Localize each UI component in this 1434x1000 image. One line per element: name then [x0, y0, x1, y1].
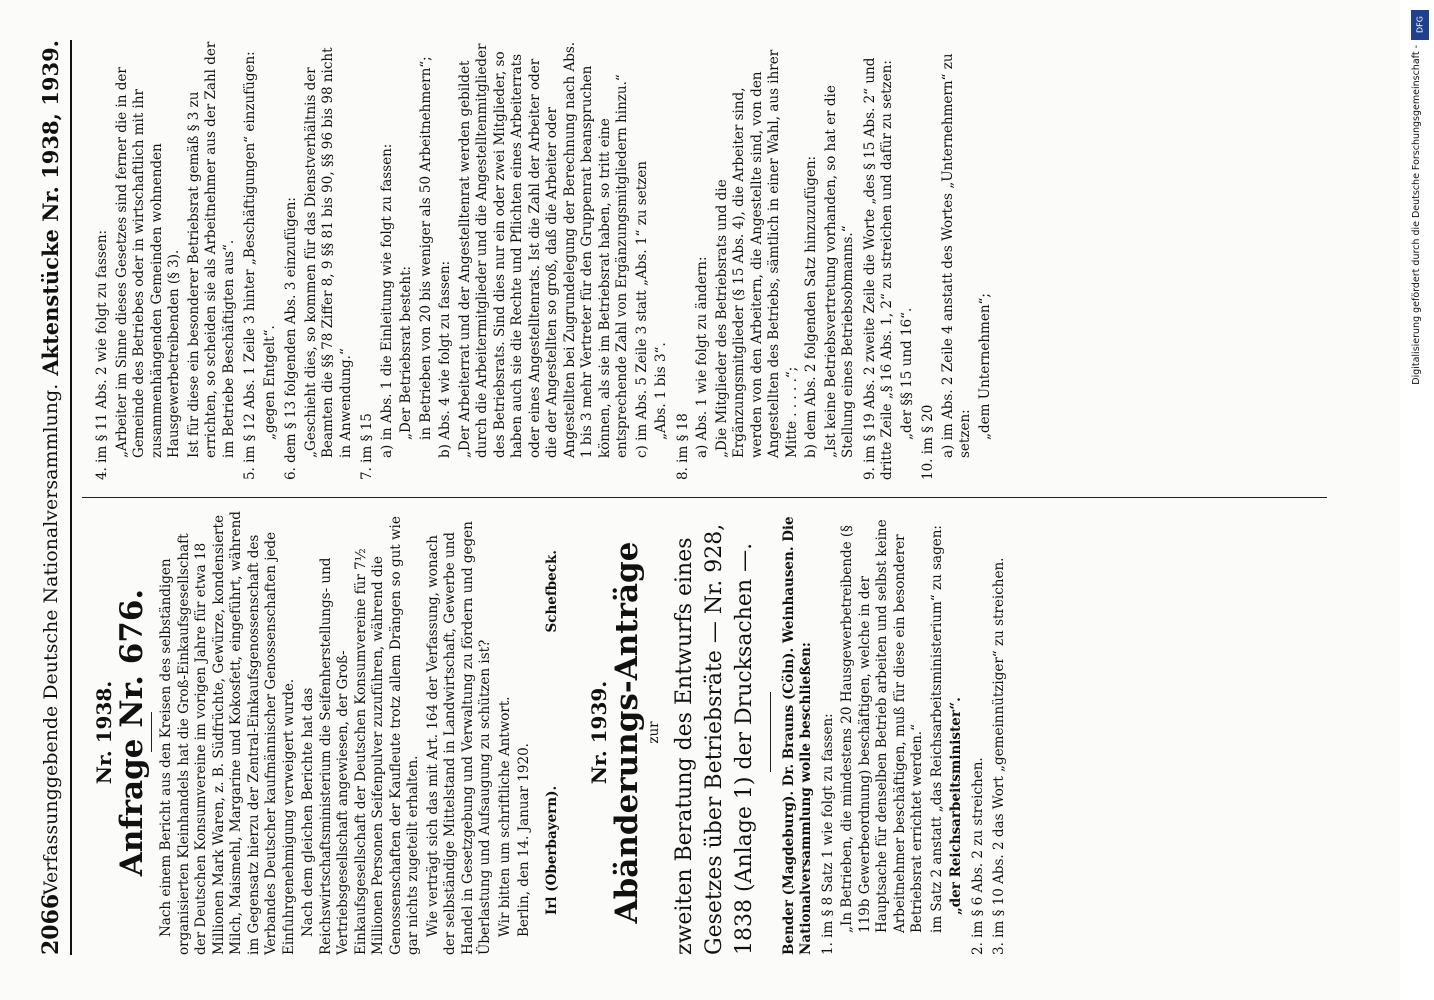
- list-item: 5. im § 12 Abs. 1 Zeile 3 hinter „Beschäftigungen“ einzufügen:: [242, 51, 258, 480]
- list-item: 10. im § 20: [920, 404, 936, 480]
- signatory: Schefbeck.: [543, 550, 560, 633]
- quote: „dem Unternehmen“;: [976, 293, 993, 440]
- page-header: [30, 40, 72, 955]
- quote: „Ist keine Betriebsvertretung vorhanden, so hat er die Stellung eines Betriebsobmanns.“: [822, 85, 856, 458]
- signatory: Irl (Oberbayern).: [543, 785, 560, 915]
- list-item: im Satz 2 anstatt „das Reichsarbeitsministerium“ zu sagen:: [928, 525, 945, 933]
- quote: „Abs. 1 bis 3“.: [653, 342, 669, 440]
- zur-label: zur: [646, 721, 662, 744]
- list-item: 3. im § 10 Abs. 2 das Wort „gemeinnütziger“ zu streichen.: [991, 557, 1007, 955]
- quote: Ist für diese ein besonderer Betriebsrat gemäß § 3 zu errichten, so scheiden sie als Arbeitnehmer aus der Zahl der im Betriebe Beschäftigten aus“.: [185, 41, 237, 458]
- anfrage-title: Anfrage Nr. 676.: [113, 588, 150, 877]
- assembly-title: Verfassunggebende Deutsche Nationalversammlung.: [40, 383, 62, 895]
- left-column: [90, 510, 1011, 955]
- beratung-subtitle: zweiten Beratung des Entwurfs eines Gesetzes über Betriebsräte — Nr. 928, 1838 (Anlage 1) der Drucksachen —.: [671, 523, 757, 955]
- list-item: 1. im § 8 Satz 1 wie folgt zu fassen:: [819, 713, 836, 955]
- paragraph: Nach einem Bericht aus den Kreisen des selbständigen organisierten Kleinhandels hat die Groß-Einkaufsgesellschaft der Deutschen Konsumvereine im vorigen Jahre für etwa 18 Millionen Mark Waren, z. B. Südfrüchte, Gewürze, kondensierte Milch, Maismehl, Margarine und Kokosfett, eingeführt, während im Gegensatz hierzu der Zentral-Einkaufsgenossenschaft des Verbandes Deutscher kaufmännischer Genossenschaften jede Einfuhrgenehmigung verweigert wurde.: [158, 511, 297, 955]
- page-number: 2066: [38, 893, 64, 955]
- digitization-sidebar: [1405, 0, 1434, 1000]
- doc-number-1938: Nr. 1938.: [92, 680, 116, 785]
- quote: „In Betrieben, die mindestens 20 Hausgewerbetreibende (§ 119b Gewerbeordnung) beschäftigen, welche in der Hauptsache für denselben Betrieb arbeiten und selbst keine Arbeitnehmer beschäftigen, muß für diese ein besonderer Betriebsrat errichtet werden.“: [839, 519, 925, 933]
- quote: „der Reichsarbeitsminister“.: [948, 697, 964, 915]
- list-item: 6. dem § 13 folgenden Abs. 3 einzufügen:: [283, 197, 299, 480]
- quote: „Die Mitglieder des Betriebsrats und die Ergänzungsmitglieder (§ 15 Abs. 4), die Arbeiter sind, werden von den Arbeitern, die Angestellte sind, von den Angestellten des Betriebs, sämtlich in einer Wahl, aus ihrer Mitte . . . . .“;: [713, 49, 800, 458]
- list-item: a) in Abs. 1 die Einleitung wie folgt zu fassen:: [378, 143, 395, 458]
- list-item: b) Abs. 4 wie folgt zu fassen:: [437, 260, 453, 458]
- antragsteller: Bender (Magdeburg). Dr. Brauns (Cöln). Weinhausen. Die Nationalversammlung wolle beschließen:: [780, 516, 814, 955]
- list-item: a) im Abs. 2 Zeile 4 anstatt des Wortes „Unternehmern“ zu setzen:: [939, 53, 973, 458]
- list-item: a) Abs. 1 wie folgt zu ändern:: [694, 256, 710, 458]
- list-item: c) im Abs. 5 Zeile 3 statt „Abs. 1“ zu setzen: [633, 161, 650, 458]
- abaenderung-title: Abänderungs-Anträge: [608, 541, 645, 924]
- paragraph: Nach dem gleichen Berichte hat das Reichswirtschaftsministerium die Seifenherstellungs- und Vertriebsgesellschaft angewiesen, der Groß-Einkaufsgesellschaft der Deutschen Konsumvereine für 7½ Millionen Personen Seifenpulver zuzuführen, während die Genossenschaften der Kaufleute trotz allem Drängen so gut wie gar nichts zugeteilt erhalten.: [300, 516, 421, 955]
- list-item: 4. im § 11 Abs. 2 wie folgt zu fassen:: [94, 229, 110, 480]
- quote: in Betrieben von 20 bis weniger als 50 Arbeitnehmern“;: [417, 56, 434, 440]
- quote: „Der Betriebsrat besteht:: [398, 265, 414, 440]
- right-column: [90, 40, 996, 480]
- quote: „gegen Entgelt“.: [261, 325, 278, 440]
- list-item: b) dem Abs. 2 folgenden Satz hinzuzufügen:: [803, 155, 819, 458]
- quote: „Arbeiter im Sinne dieses Gesetzes sind ferner die in der Gemeinde des Betriebes oder in wirtschaftlich mit ihr zusammenhängenden Gemeinden wohnenden Hausgewerbetreibenden (§ 3).: [113, 67, 182, 458]
- list-item: 2. im § 6 Abs. 2 zu streichen.: [969, 757, 986, 955]
- list-item: 7. im § 15: [359, 413, 375, 480]
- list-item: 8. im § 18: [674, 413, 691, 480]
- signatures: [544, 510, 562, 955]
- column-divider: [82, 497, 1327, 498]
- quote: „der §§ 15 und 16“.: [898, 307, 915, 440]
- divider: [151, 713, 152, 753]
- quote: „Der Arbeiterrat und der Angestelltenrat werden gebildet durch die Arbeitermitglieder und die Angestelltenmitglieder des Betriebsrats. Sind dies nur ein oder zwei Mitglieder, so haben auch sie die Rechte und Pflichten eines Arbeiterrats oder eines Angestelltenrats. Ist die Zahl der Arbeiter oder die der Angestellten so groß, daß die Arbeiter oder Angestellten bei Zugrundelegung der Berechnung nach Abs. 1 bis 3 mehr Vertreter für den Gruppenrat beanspruchen können, als sie im Betriebsrat haben, so tritt eine entsprechende Zahl von Ergänzungsmitgliedern hinzu.“: [456, 41, 630, 458]
- divider: [770, 693, 771, 773]
- paragraph: Wir bitten um schriftliche Antwort.: [496, 696, 513, 937]
- paragraph: Wie verträgt sich das mit Art. 164 der Verfassung, wonach der selbständige Mittelstand in Landwirtschaft, Gewerbe und Handel in Gesetzgebung und Verwaltung zu fördern und gegen Überlastung und Aufsaugung zu schützen ist?: [424, 521, 493, 955]
- document-numbers: Aktenstücke Nr. 1938, 1939.: [38, 40, 63, 376]
- list-item: 9. im § 19 Abs. 2 zweite Zeile die Worte „des § 15 Abs. 2“ und dritte Zeile „§ 16 Abs. 1, 2“ zu streichen und dafür zu setzen:: [861, 57, 895, 480]
- digitization-credit: Digitalisierung gefördert durch die Deutsche Forschungsgemeinschaft -: [1411, 45, 1422, 385]
- date-line: Berlin, den 14. Januar 1920.: [516, 743, 532, 937]
- dfg-logo-icon: DFG: [1411, 10, 1429, 40]
- doc-number-1939: Nr. 1939.: [587, 680, 611, 785]
- quote: „Geschieht dies, so kommen für das Dienstverhältnis der Beamten die §§ 78 Ziffer 8, 9 §§ 81 bis 90, §§ 96 bis 98 nicht in Anwendung.“: [302, 47, 354, 458]
